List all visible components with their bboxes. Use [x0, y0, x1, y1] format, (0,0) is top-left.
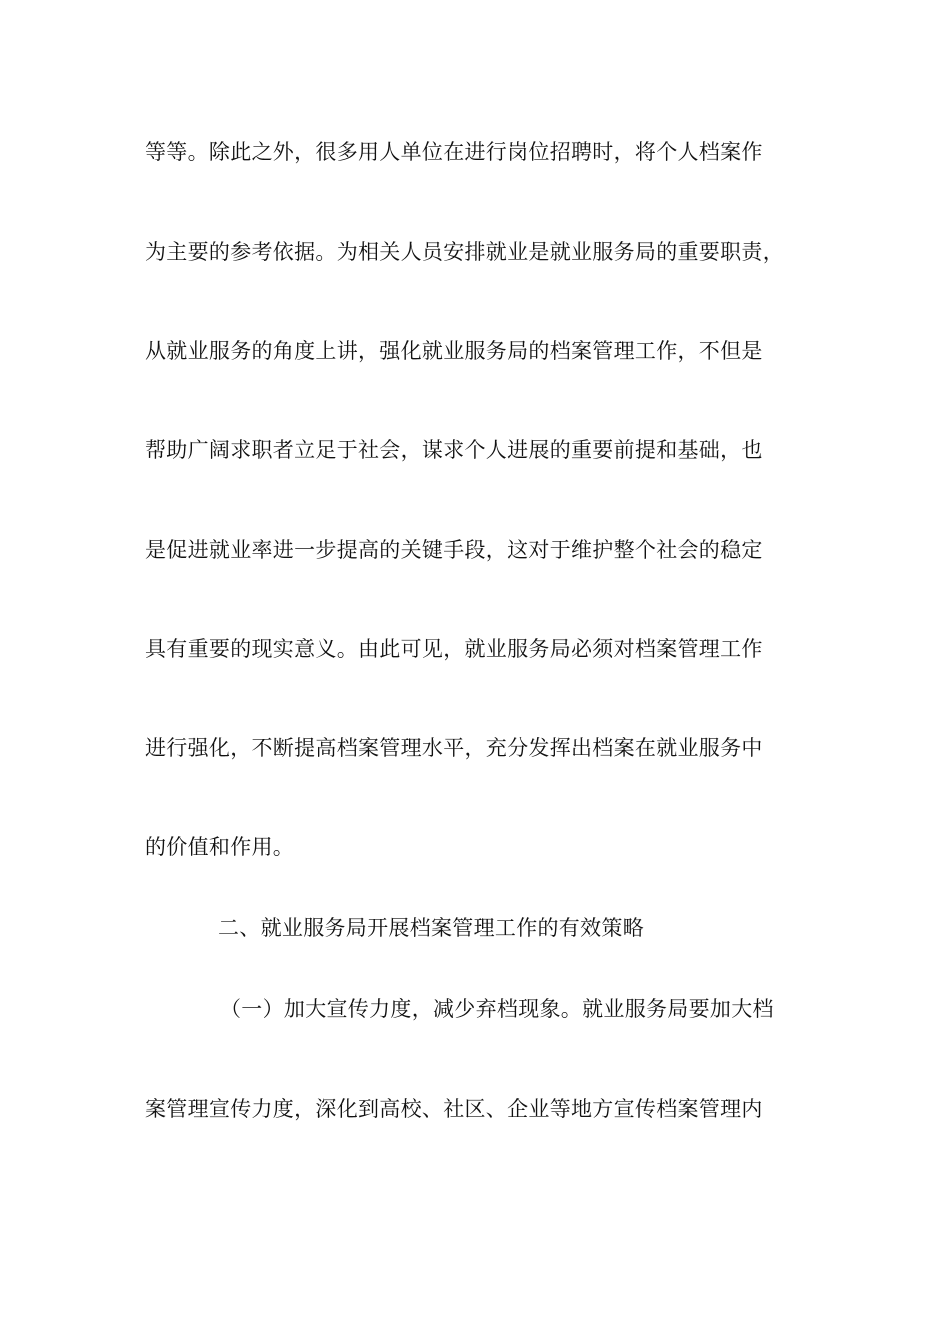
paragraph-line: 具有重要的现实意义。由此可见，就业服务局必须对档案管理工作	[145, 637, 763, 661]
subsection-line: （一）加大宣传力度，减少弃档现象。就业服务局要加大档	[220, 997, 774, 1021]
paragraph-line: 从就业服务的角度上讲，强化就业服务局的档案管理工作，不但是	[145, 339, 763, 363]
paragraph-line: 是促进就业率进一步提高的关键手段，这对于维护整个社会的稳定	[145, 538, 763, 562]
paragraph-line: 的价值和作用。	[145, 835, 295, 859]
subsection-line: 案管理宣传力度，深化到高校、社区、企业等地方宣传档案管理内	[145, 1097, 763, 1121]
paragraph-line: 等等。除此之外，很多用人单位在进行岗位招聘时，将个人档案作	[145, 140, 763, 164]
section-heading: 二、就业服务局开展档案管理工作的有效策略	[218, 916, 644, 940]
paragraph-line: 帮助广阔求职者立足于社会，谋求个人进展的重要前提和基础，也	[145, 438, 763, 462]
paragraph-line: 为主要的参考依据。为相关人员安排就业是就业服务局的重要职责，	[145, 240, 784, 264]
paragraph-line: 进行强化，不断提高档案管理水平，充分发挥出档案在就业服务中	[145, 736, 763, 760]
